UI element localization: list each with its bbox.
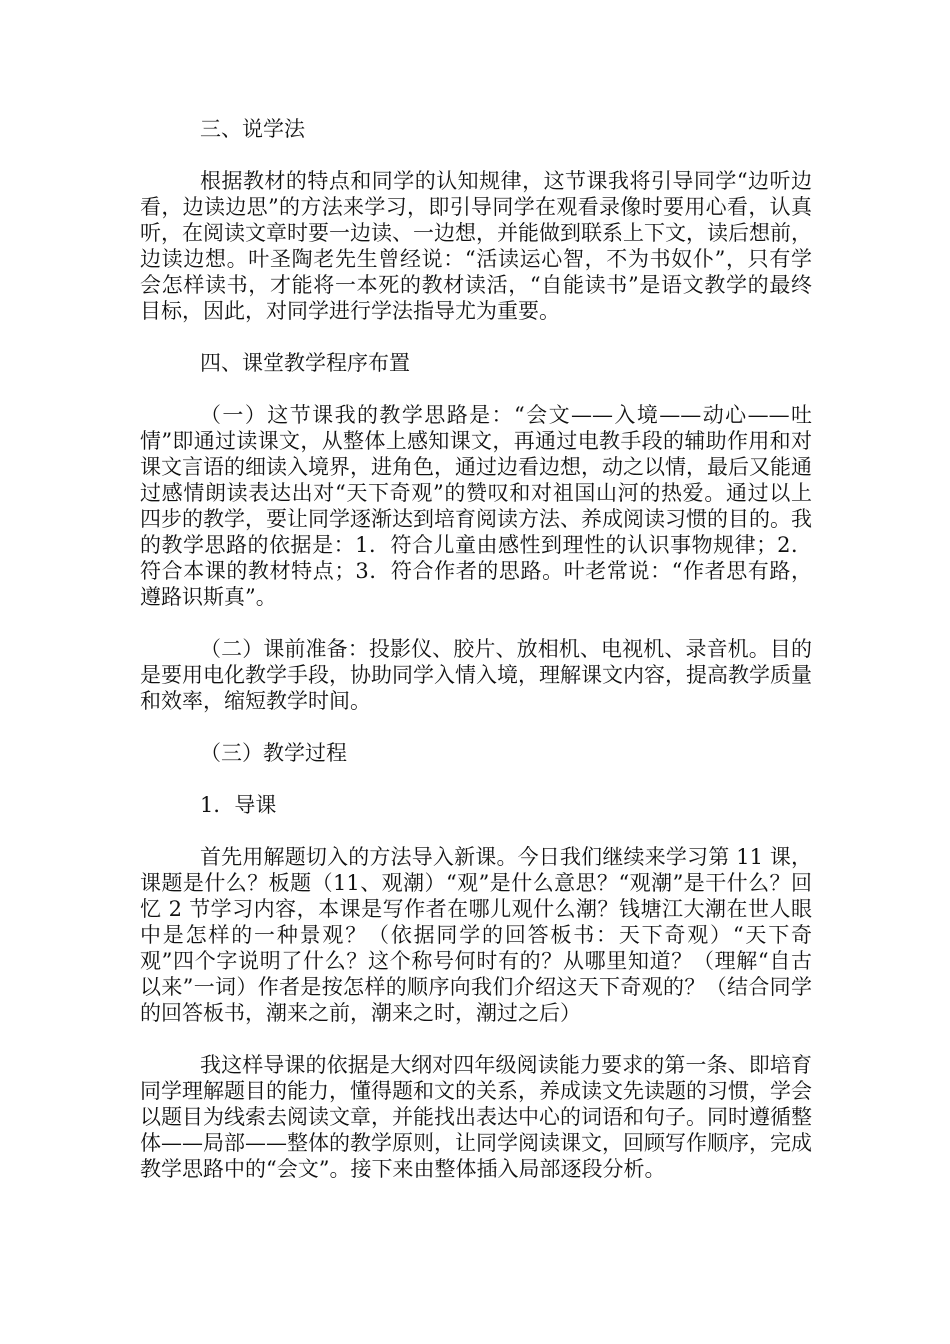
section-heading-procedure: 四、课堂教学程序布置 bbox=[200, 351, 410, 375]
paragraph-preparation: （二）课前准备：投影仪、胶片、放相机、电视机、录音机。目的是要用电化教学手段，协助同学入情入境，理解课文内容，提高教学质量和效率，缩短教学时间。 bbox=[140, 637, 812, 713]
paragraph-rationale: 我这样导课的依据是大纲对四年级阅读能力要求的第一条、即培育同学理解题目的能力，懂得题和文的关系，养成读文先读题的习惯，学会以题目为线索去阅读文章，并能找出表达中心的词语和句子。同时遵循整体——局部——整体的教学原则，让同学阅读课文，回顾写作顺序，完成教学思路中的“会文”。接下来由整体插入局部逐段分析。 bbox=[140, 1053, 812, 1181]
subheading-teaching-process: （三）教学过程 bbox=[200, 741, 347, 765]
subheading-introduction: 1．导课 bbox=[200, 793, 277, 817]
paragraph-study-method: 根据教材的特点和同学的认知规律，这节课我将引导同学“边听边看，边读边思”的方法来学习，即引导同学在观看录像时要用心看，认真听，在阅读文章时要一边读、一边想，并能做到联系上下文，读后想前，边读边想。叶圣陶老先生曾经说：“活读运心智，不为书奴仆”，只有学会怎样读书，才能将一本死的教材读活，“自能读书”是语文教学的最终目标，因此，对同学进行学法指导尤为重要。 bbox=[140, 169, 812, 323]
section-heading-study-method: 三、说学法 bbox=[200, 117, 305, 141]
paragraph-teaching-idea: （一）这节课我的教学思路是：“会文——入境——动心——吐情”即通过读课文，从整体上感知课文，再通过电教手段的辅助作用和对课文言语的细读入境界，进角色，通过边看边想，动之以情，最后又能通过感情朗读表达出对“天下奇观”的赞叹和对祖国山河的热爱。通过以上四步的教学，要让同学逐渐达到培育阅读方法、养成阅读习惯的目的。我的教学思路的依据是：1．符合儿童由感性到理性的认识事物规律；2．符合本课的教材特点；3．符合作者的思路。叶老常说：“作者思有路，遵路识斯真”。 bbox=[140, 403, 812, 609]
paragraph-introduction: 首先用解题切入的方法导入新课。今日我们继续来学习第 11 课，课题是什么？板题（11、观潮）“观”是什么意思？“观潮”是干什么？回忆 2 节学习内容，本课是写作者在哪儿观什么潮？钱塘江大潮在世人眼中是怎样的一种景观？（依据同学的回答板书：天下奇观）“天下奇观”四个字说明了什么？这个称号何时有的？从哪里知道？（理解“自古以来”一词）作者是按怎样的顺序向我们介绍这天下奇观的？（结合同学的回答板书，潮来之前，潮来之时，潮过之后） bbox=[140, 845, 812, 1025]
document-body bbox=[140, 116, 812, 1182]
